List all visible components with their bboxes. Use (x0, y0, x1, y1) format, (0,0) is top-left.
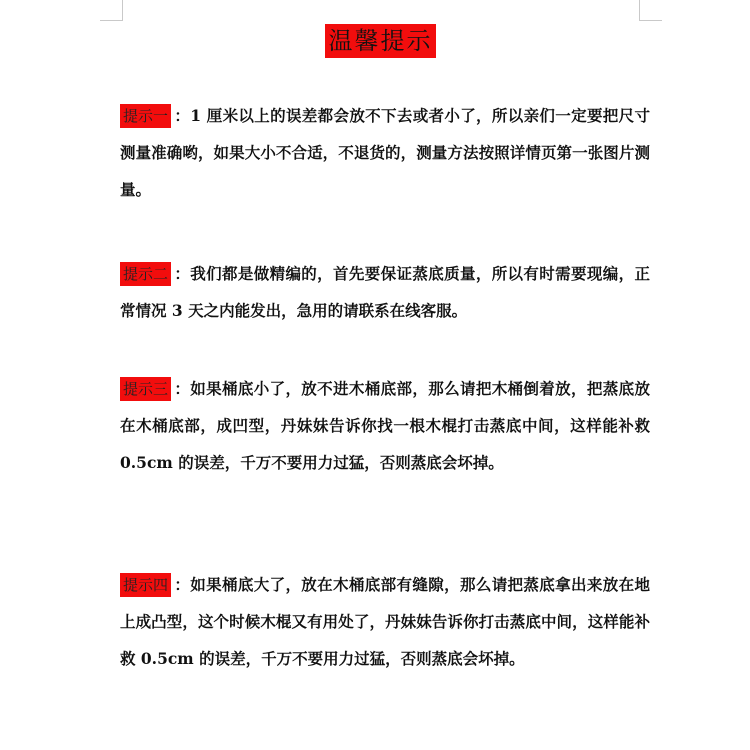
page-corner-mark-left (100, 0, 123, 21)
tip-text-3: ：如果桶底小了，放不进木桶底部，那么请把木桶倒着放，把蒸底放在木桶底部，成凹型，丹妹妹告诉你找一根木棍打击蒸底中间，这样能补救 0.5cm 的误差，千万不要用力过猛，否则蒸底会坏掉。 (120, 379, 650, 472)
tip-paragraph-3 (120, 370, 650, 481)
page-corner-mark-right (639, 0, 662, 21)
tip-label-3: 提示三 (120, 377, 171, 401)
tip-text-2: ：我们都是做精编的，首先要保证蒸底质量，所以有时需要现编，正常情况 3 天之内能发出，急用的请联系在线客服。 (120, 264, 650, 320)
tip-paragraph-4 (120, 566, 650, 677)
tip-label-2: 提示二 (120, 262, 171, 286)
tip-paragraph-1 (120, 97, 650, 208)
tip-label-1: 提示一 (120, 104, 171, 128)
tip-label-4: 提示四 (120, 573, 171, 597)
tip-text-4: ：如果桶底大了，放在木桶底部有缝隙，那么请把蒸底拿出来放在地上成凸型，这个时候木棍又有用处了，丹妹妹告诉你打击蒸底中间，这样能补救 0.5cm 的误差，千万不要用力过猛，否则蒸底会坏掉。 (120, 575, 650, 668)
tip-paragraph-2 (120, 255, 650, 329)
page-title: 温馨提示 (325, 24, 436, 58)
tip-text-1: ：1 厘米以上的误差都会放不下去或者小了，所以亲们一定要把尺寸测量准确哟，如果大小不合适，不退货的，测量方法按照详情页第一张图片测量。 (120, 106, 650, 199)
